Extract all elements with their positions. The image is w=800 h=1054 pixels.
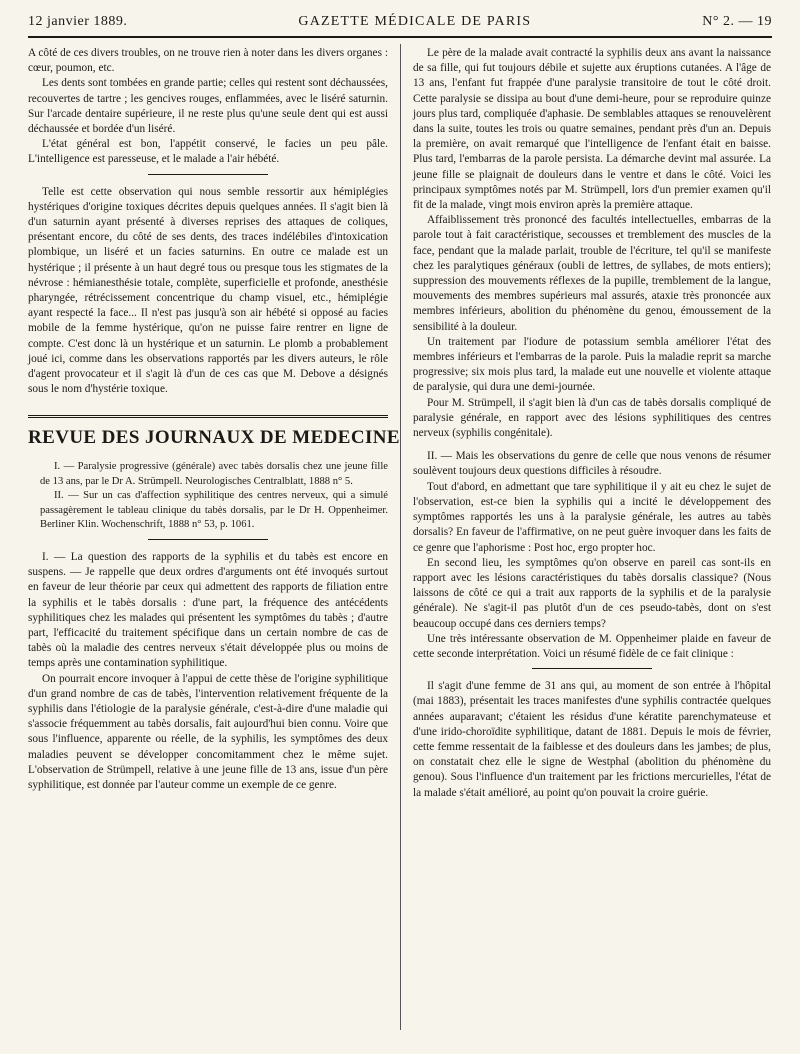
paragraph: Une très intéressante observation de M. Oppenheimer plaide en faveur de cette seconde interprétation. Voici un résumé fidèle de ce fait clinique : [413,632,771,660]
page-header [28,10,772,34]
separator [532,668,652,669]
separator [148,174,268,175]
paragraph: En second lieu, les symptômes qu'on observe en pareil cas sont-ils en rapport avec les lésions caractéristiques du tabès dorsalis classique? (Nous laissons de côté ce qui a trait aux rapports de la syphilis et de la paralysie générale). Ne s'agit-il pas plutôt d'un de ces pseudo-tabès, dont on s'est beaucoup occupé dans ces derniers temps? [413,556,771,630]
separator [148,539,268,540]
paragraph: A côté de ces divers troubles, on ne trouve rien à noter dans les divers organes : cœur, poumon, etc. [28,47,388,75]
paragraph: Il s'agit d'une femme de 31 ans qui, au moment de son entrée à l'hôpital (mai 1883), présentait les traces manifestes d'une syphilis contractée quelques années auparavant; c'étaient les résidus d'une kératite parenchymateuse et d'une irido-choroïdite syphilitique, datant de 1881. Depuis le mois de février, cette femme ressentait de la faiblesse et des douleurs dans les jambes; de plus, on constatait chez elle le signe de Westphal (abolition du phénomène du genou). Sous l'influence d'un traitement par les frictions mercurielles, l'état de la malade s'était amélioré, au point qu'on pouvait la croire guérie. [413,680,771,799]
spacer [413,441,771,449]
header-date: 12 janvier 1889. [28,14,128,29]
reference: I. — Paralysie progressive (générale) avec tabès dorsalis chez une jeune fille de 13 ans, par le Dr A. Strümpell. Neurologisches Centralblatt, 1888 n° 5. [40,461,388,487]
paragraph: Un traitement par l'iodure de potassium sembla améliorer l'état des membres inférieurs et l'embarras de la parole. Puis la maladie reprit sa marche progressive; six mois plus tard, la malade eut une nouvelle et violente attaque de paralysie, qui dura une demi-journée. [413,335,771,394]
reference: II. — Sur un cas d'affection syphilitique des centres nerveux, qui a simulé passagèrement le tableau clinique du tabès dorsalis, par le Dr H. Oppenheimer. Berliner Klin. Wochenschrift, 1888 n° 53, p. 1061. [40,490,388,531]
header-page-info: N° 2. — 19 [702,14,772,29]
paragraph: I. — La question des rapports de la syphilis et du tabès est encore en suspens. — Je rappelle que deux ordres d'arguments ont été invoqués surtout en faveur de leur théorie par ceux qui admettent des rapports de filiation entre la syphilis et le tabès dorsalis : d'une part, la fréquence des antécédents syphilitiques chez les malades qui présentent les symptômes du tabès ; d'autre part, l'efficacité du traitement spécifique dans un certain nombre de cas de tabès où la maladie des centres nerveux s'était développée plus ou moins de temps après une contamination syphilitique. [28,550,388,670]
header-title: GAZETTE MÉDICALE DE PARIS [298,14,532,29]
section-rule [28,415,388,418]
header-rule [28,36,772,38]
paragraph: Le père de la malade avait contracté la syphilis deux ans avant la naissance de sa fille, qui fut toujours débile et sujette aux éruptions cutanées. A l'âge de 13 ans, l'enfant fut frappée d'une paralysie transitoire de tout le côté droit. Cette paralysie se dissipa au bout d'une demi-heure, pour se reproduire quinze jours plus tard, compliquée d'aphasie. De semblables attaques se renouvelèrent dans la suite, toutes les trois ou quatre semaines, pendant près d'un an. Depuis la première, on avait remarqué que l'intelligence de l'enfant était en baisse. Plus tard, l'embarras de la parole persista. La démarche devint mal assurée. La jeune fille se plaignait de douleurs dans le ventre et dans le côté. Voici les principaux symptômes notés par M. Strümpell, lors d'un premier examen qu'il fit de la malade, vingt mois environ après la première attaque. [413,47,771,212]
paragraph: Tout d'abord, en admettant que tare syphilitique il y ait eu chez le sujet de l'observation, est-ce bien la syphilis qui a incité le développement des symptômes rapportés les uns à la paralysie générale, les autres au tabès dorsalis? En faveur de l'affirmative, on ne peut guère invoquer dans les faits de ce genre que l'aphorisme : Post hoc, ergo propter hoc. [413,480,771,554]
left-column [28,46,400,1034]
right-column [413,46,771,1034]
paragraph: Affaiblissement très prononcé des facultés intellectuelles, embarras de la parole tout à fait caractéristique, secousses et tremblement des muscles de la face, pendant que la malade parlait, trouble de l'écriture, tel qu'il se manifeste chez les paralytiques généraux (oubli de lettres, de syllabes, de mots entiers); suppression des mouvements réflexes de la pupille, tremblement de la langue, mouvements des membres supérieurs mal assurés, ataxie très prononcée aux membres inférieurs, abolition du phénomène du genou, émoussement de la sensibilité à la douleur. [413,214,771,333]
paragraph: Pour M. Strümpell, il s'agit bien là d'un cas de tabès dorsalis compliqué de paralysie générale, en rapport avec des lésions syphilitiques des centres nerveux (syphilis congénitale). [413,396,771,440]
paragraph: II. — Mais les observations du genre de celle que nous venons de résumer soulèvent toujours deux questions difficiles à résoudre. [413,450,771,478]
paragraph: Les dents sont tombées en grande partie; celles qui restent sont déchaussées, recouvertes de tartre ; les gencives rouges, enflammées, avec le liséré saturnin. Sur l'arcade dentaire supérieure, il ne reste plus qu'une seule dent qui est aussi déchaussée et bordée d'un liséré. [28,77,388,136]
column-divider [400,44,401,1030]
paragraph: On pourrait encore invoquer à l'appui de cette thèse de l'origine syphilitique d'un grand nombre de cas de tabès, l'intervention relativement fréquente de la syphilis dans l'étiologie de la paralysie générale, c'est-à-dire d'une maladie qui s'associe fréquemment au tabès dorsalis, fait aujourd'hui bien connu. Voire que sous l'influence, apparente ou réelle, de la syphilis, les symptômes des deux maladies peuvent se développer concomitamment chez le même sujet. L'observation de Strümpell, relative à une jeune fille de 13 ans, issue d'un père syphilitique, est donnée par l'auteur comme un exemple de ce genre. [28,672,388,792]
section-title: REVUE DES JOURNAUX DE MEDECINE [28,427,400,449]
paragraph: L'état général est bon, l'appétit conservé, le facies un peu pâle. L'intelligence est paresseuse, et le malade a l'air hébété. [28,138,388,166]
paragraph: Telle est cette observation qui nous semble ressortir aux hémiplégies hystériques d'origine toxiques décrites depuis quelques années. Il s'agit bien là d'un saturnin ayant présenté à diverses reprises des attaques de coliques, présentant encore, du côté de ses dents, des traces indélébiles d'intoxication plombique, un liséré et un facies saturnins. En outre ce malade est un hystérique ; il présente à un haut degré tous ou presque tous les stigmates de la névrose : hémianesthésie totale, complète, superficielle et profonde, anesthésie pharyngée, rétrécissement concentrique du champ visuel, etc., hémiplégie ayant respecté la face... Il n'est pas jusqu'à son air hébété si opposé au facies mobile de la femme hystérique, qu'on ne puisse faire rentrer en ligne de compte. C'est donc là un hystérique et un saturnin. Le plomb a probablement joué ici, comme dans les observations rapportés par les divers auteurs, le rôle d'agent provocateur et il s'agit là d'un de ces cas que M. Debove a désignés sous le nom d'hystérie toxique. [28,185,388,396]
